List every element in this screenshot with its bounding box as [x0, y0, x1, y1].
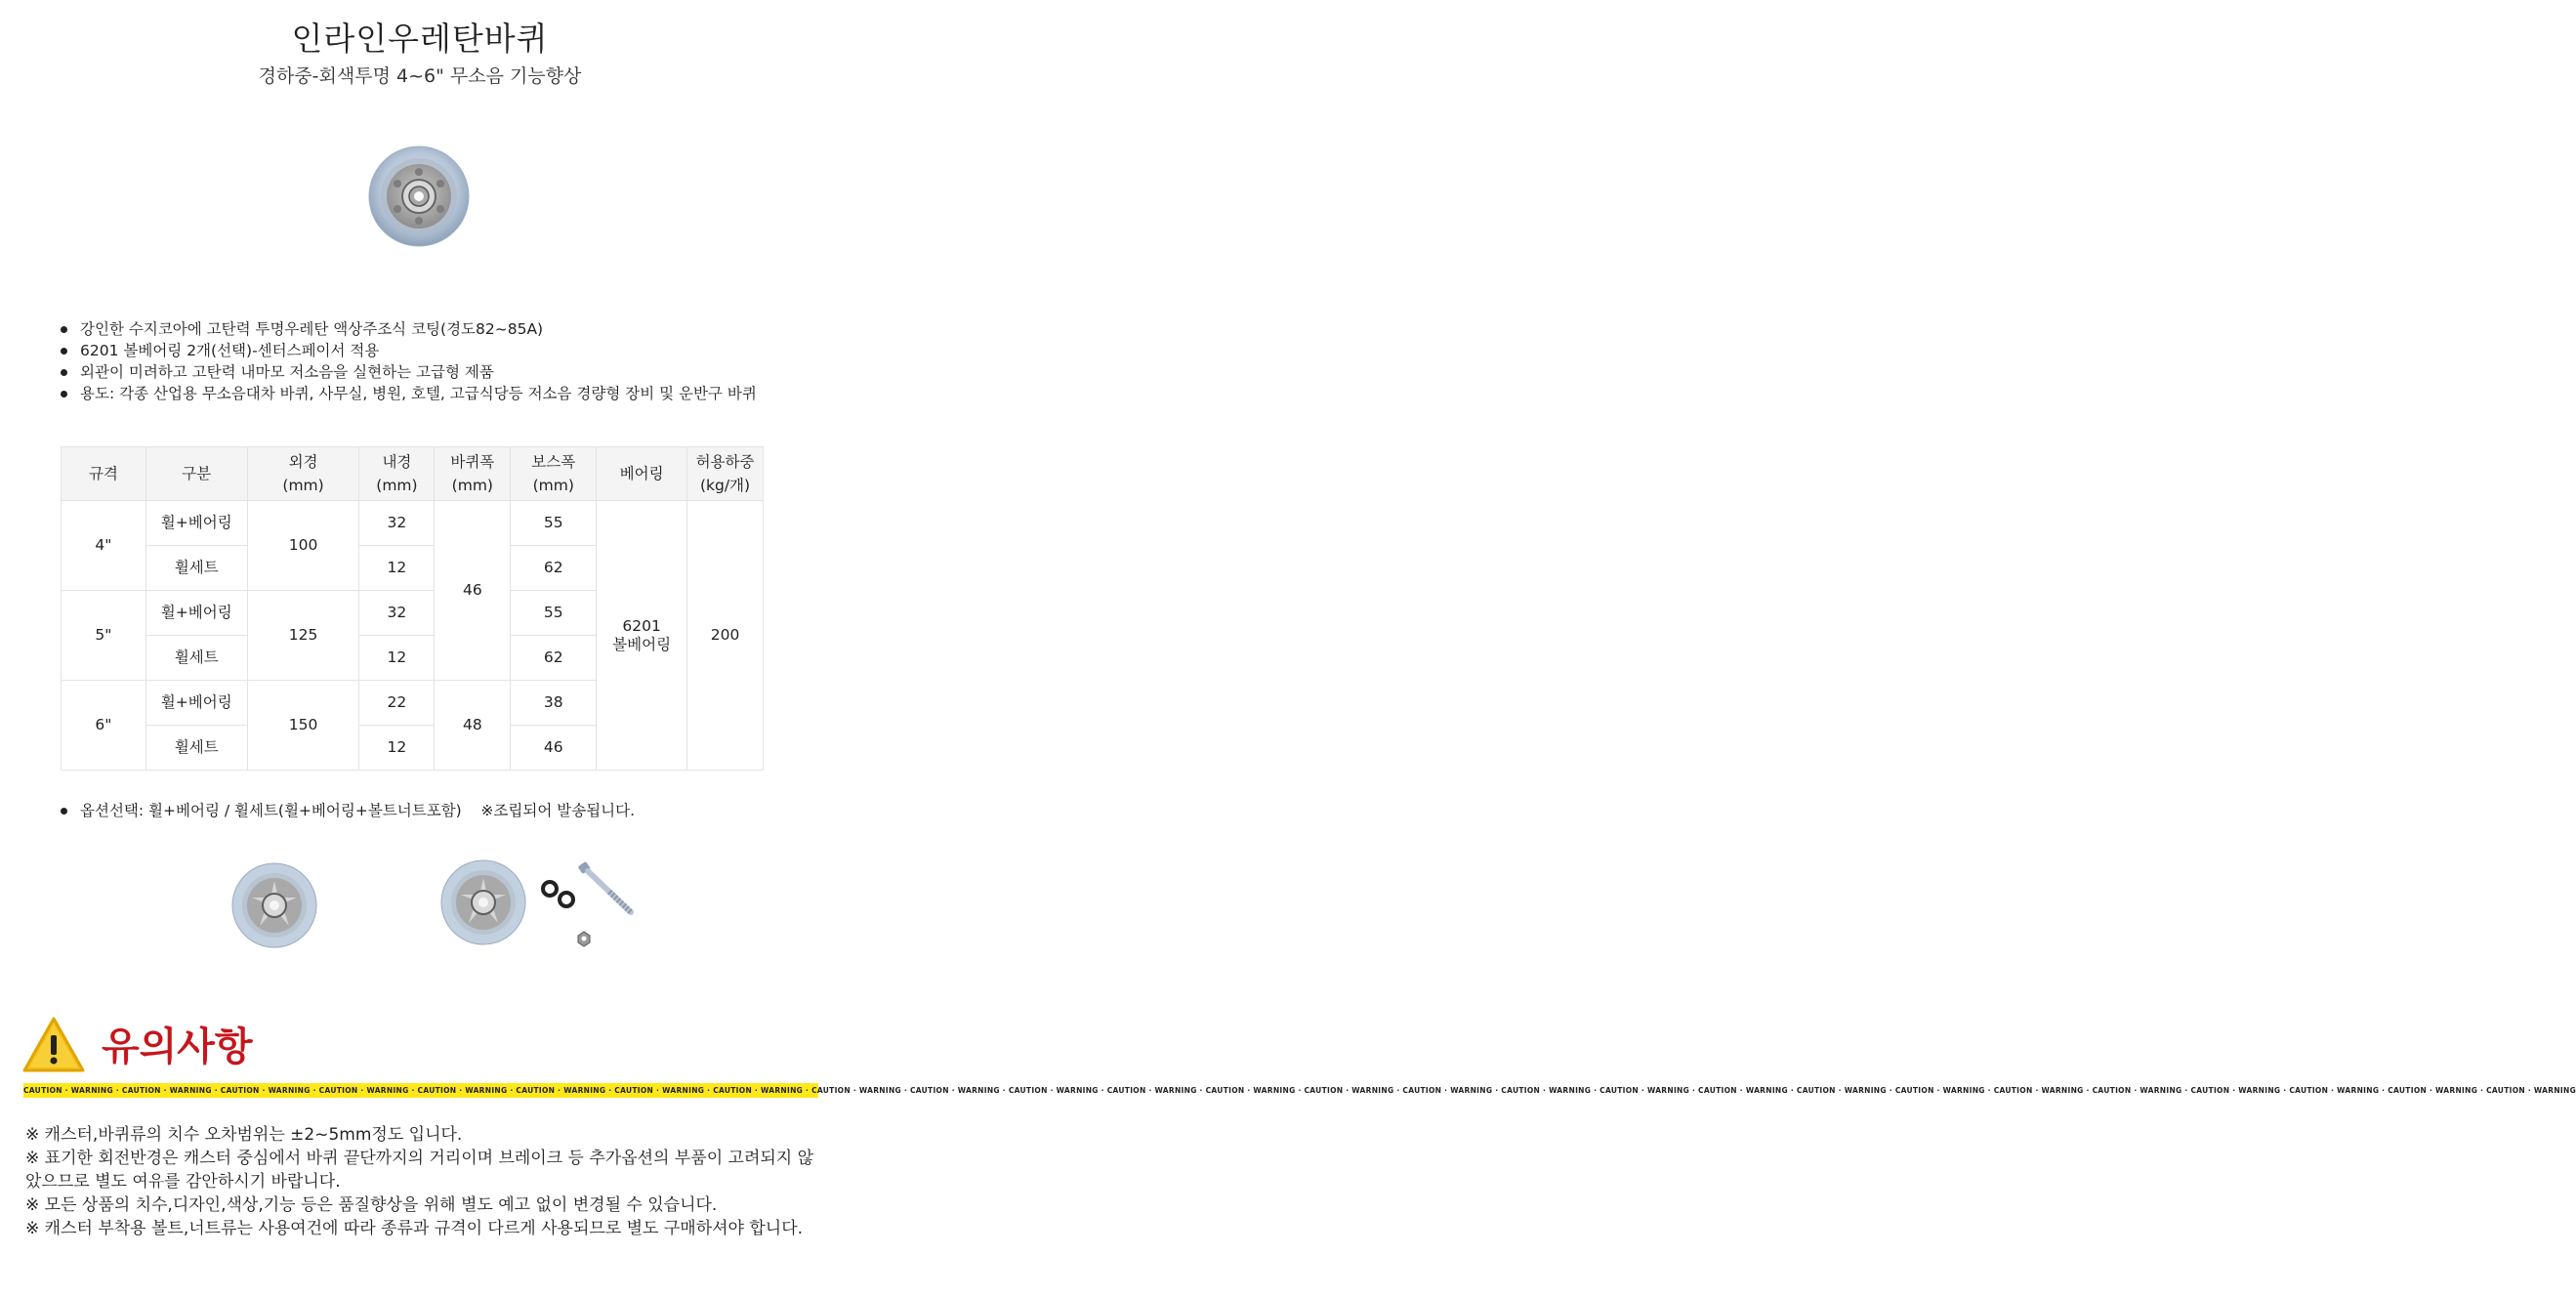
wheel-bearing-image: [230, 861, 318, 949]
cell-boss: 38: [511, 681, 597, 726]
header-wheel-width: 바퀴폭 (mm): [435, 447, 511, 501]
wheel-product-image: [367, 145, 471, 248]
feature-item: 강인한 수지코아에 고탄력 투명우레탄 액상주조식 코팅(경도82~85A): [59, 318, 801, 340]
cell-boss: 55: [511, 501, 597, 546]
page-title: 인라인우레탄바퀴: [291, 20, 549, 58]
header-load: 허용하중 (kg/개): [687, 447, 764, 501]
caution-title: 유의사항: [102, 1025, 253, 1069]
feature-item: 용도: 각종 산업용 무소음대차 바퀴, 사무실, 병원, 호텔, 고급식당등 저소음 경량형 장비 및 운반구 바퀴: [59, 383, 801, 404]
cell-boss: 46: [511, 726, 597, 771]
warning-icon: [21, 1016, 86, 1074]
cell-boss: 62: [511, 546, 597, 591]
cell-inner: 32: [359, 501, 435, 546]
feature-item: 외관이 미려하고 고탄력 내마모 저소음을 실현하는 고급형 제품: [59, 361, 801, 383]
caution-tape: CAUTION · WARNING · CAUTION · WARNING · CAUTION · WARNING · CAUTION · WARNING · CAUTION · WARNING · CAUTION · WARNING · CAUTION · WARNING · CAUTION · WARNING · CAUTION · WARNING · CAUTION · WARNING · CAUTION · WARNING · CAUTION · WARNING · CAUTION · WARNING · CAUTION · WARNING · CAUTION · WARNING · CAUTION · WARNING · CAUTION · WARNING · CAUTION · WARNING · CAUTION · WARNING · CAUTION · WARNING · CAUTION · WARNING · CAUTION · WARNING · CAUTION · WARNING · CAUTION · WARNING · CAUTION · WARNING · CAUTION · WARNING: [23, 1083, 818, 1098]
header-inner-diameter: 내경 (mm): [359, 447, 435, 501]
option-list: [59, 799, 820, 822]
header-size: 규격: [62, 447, 146, 501]
option-item: 옵션선택: 휠+베어링 / 휠세트(휠+베어링+볼트너트포함) ※조립되어 발송됩니다.: [59, 799, 820, 822]
cell-type: 휠세트: [145, 636, 247, 681]
cell-inner: 12: [359, 546, 435, 591]
table-row: [62, 501, 764, 546]
cell-wheel-width: 46: [435, 501, 511, 681]
note-item: ※ 모든 상품의 치수,디자인,색상,기능 등은 품질향상을 위해 별도 예고 없이 변경될 수 있습니다.: [25, 1195, 718, 1215]
cell-wheel-width: 48: [435, 681, 511, 771]
cell-size: 4": [62, 501, 146, 591]
cell-type: 휠세트: [145, 546, 247, 591]
note-item: ※ 표기한 회전반경은 캐스터 중심에서 바퀴 끝단까지의 거리이며 브레이크 등 추가옵션의 부품이 고려되지 않았으므로 별도 여유를 감안하시기 바랍니다.: [25, 1149, 814, 1192]
cell-bearing: 6201 볼베어링: [597, 501, 687, 771]
spec-table: [61, 446, 764, 771]
cell-size: 6": [62, 681, 146, 771]
header-bearing: 베어링: [597, 447, 687, 501]
cell-load: 200: [687, 501, 764, 771]
cell-inner: 22: [359, 681, 435, 726]
header-boss-width: 보스폭 (mm): [511, 447, 597, 501]
wheel-set-image: [439, 859, 644, 957]
cell-type: 휠+베어링: [145, 591, 247, 636]
cell-outer: 150: [247, 681, 359, 771]
cell-inner: 12: [359, 636, 435, 681]
cell-size: 5": [62, 591, 146, 681]
cell-boss: 55: [511, 591, 597, 636]
cell-type: 휠+베어링: [145, 681, 247, 726]
cell-type: 휠세트: [145, 726, 247, 771]
table-header-row: [62, 447, 764, 501]
cell-inner: 12: [359, 726, 435, 771]
cell-inner: 32: [359, 591, 435, 636]
page-subtitle: 경하중-회색투명 4~6" 무소음 기능향상: [258, 65, 582, 87]
cell-outer: 125: [247, 591, 359, 681]
note-item: ※ 캐스터 부착용 볼트,너트류는 사용여건에 따라 종류과 규격이 다르게 사용되므로 별도 구매하셔야 합니다.: [25, 1219, 804, 1238]
note-item: ※ 캐스터,바퀴류의 치수 오차범위는 ±2~5mm정도 입니다.: [25, 1125, 463, 1145]
cell-boss: 62: [511, 636, 597, 681]
feature-list: [59, 318, 801, 404]
cell-outer: 100: [247, 501, 359, 591]
header-type: 구분: [145, 447, 247, 501]
cell-type: 휠+베어링: [145, 501, 247, 546]
notes-section: [25, 1123, 816, 1240]
header-outer-diameter: 외경 (mm): [247, 447, 359, 501]
feature-item: 6201 볼베어링 2개(선택)-센터스페이서 적용: [59, 340, 801, 361]
